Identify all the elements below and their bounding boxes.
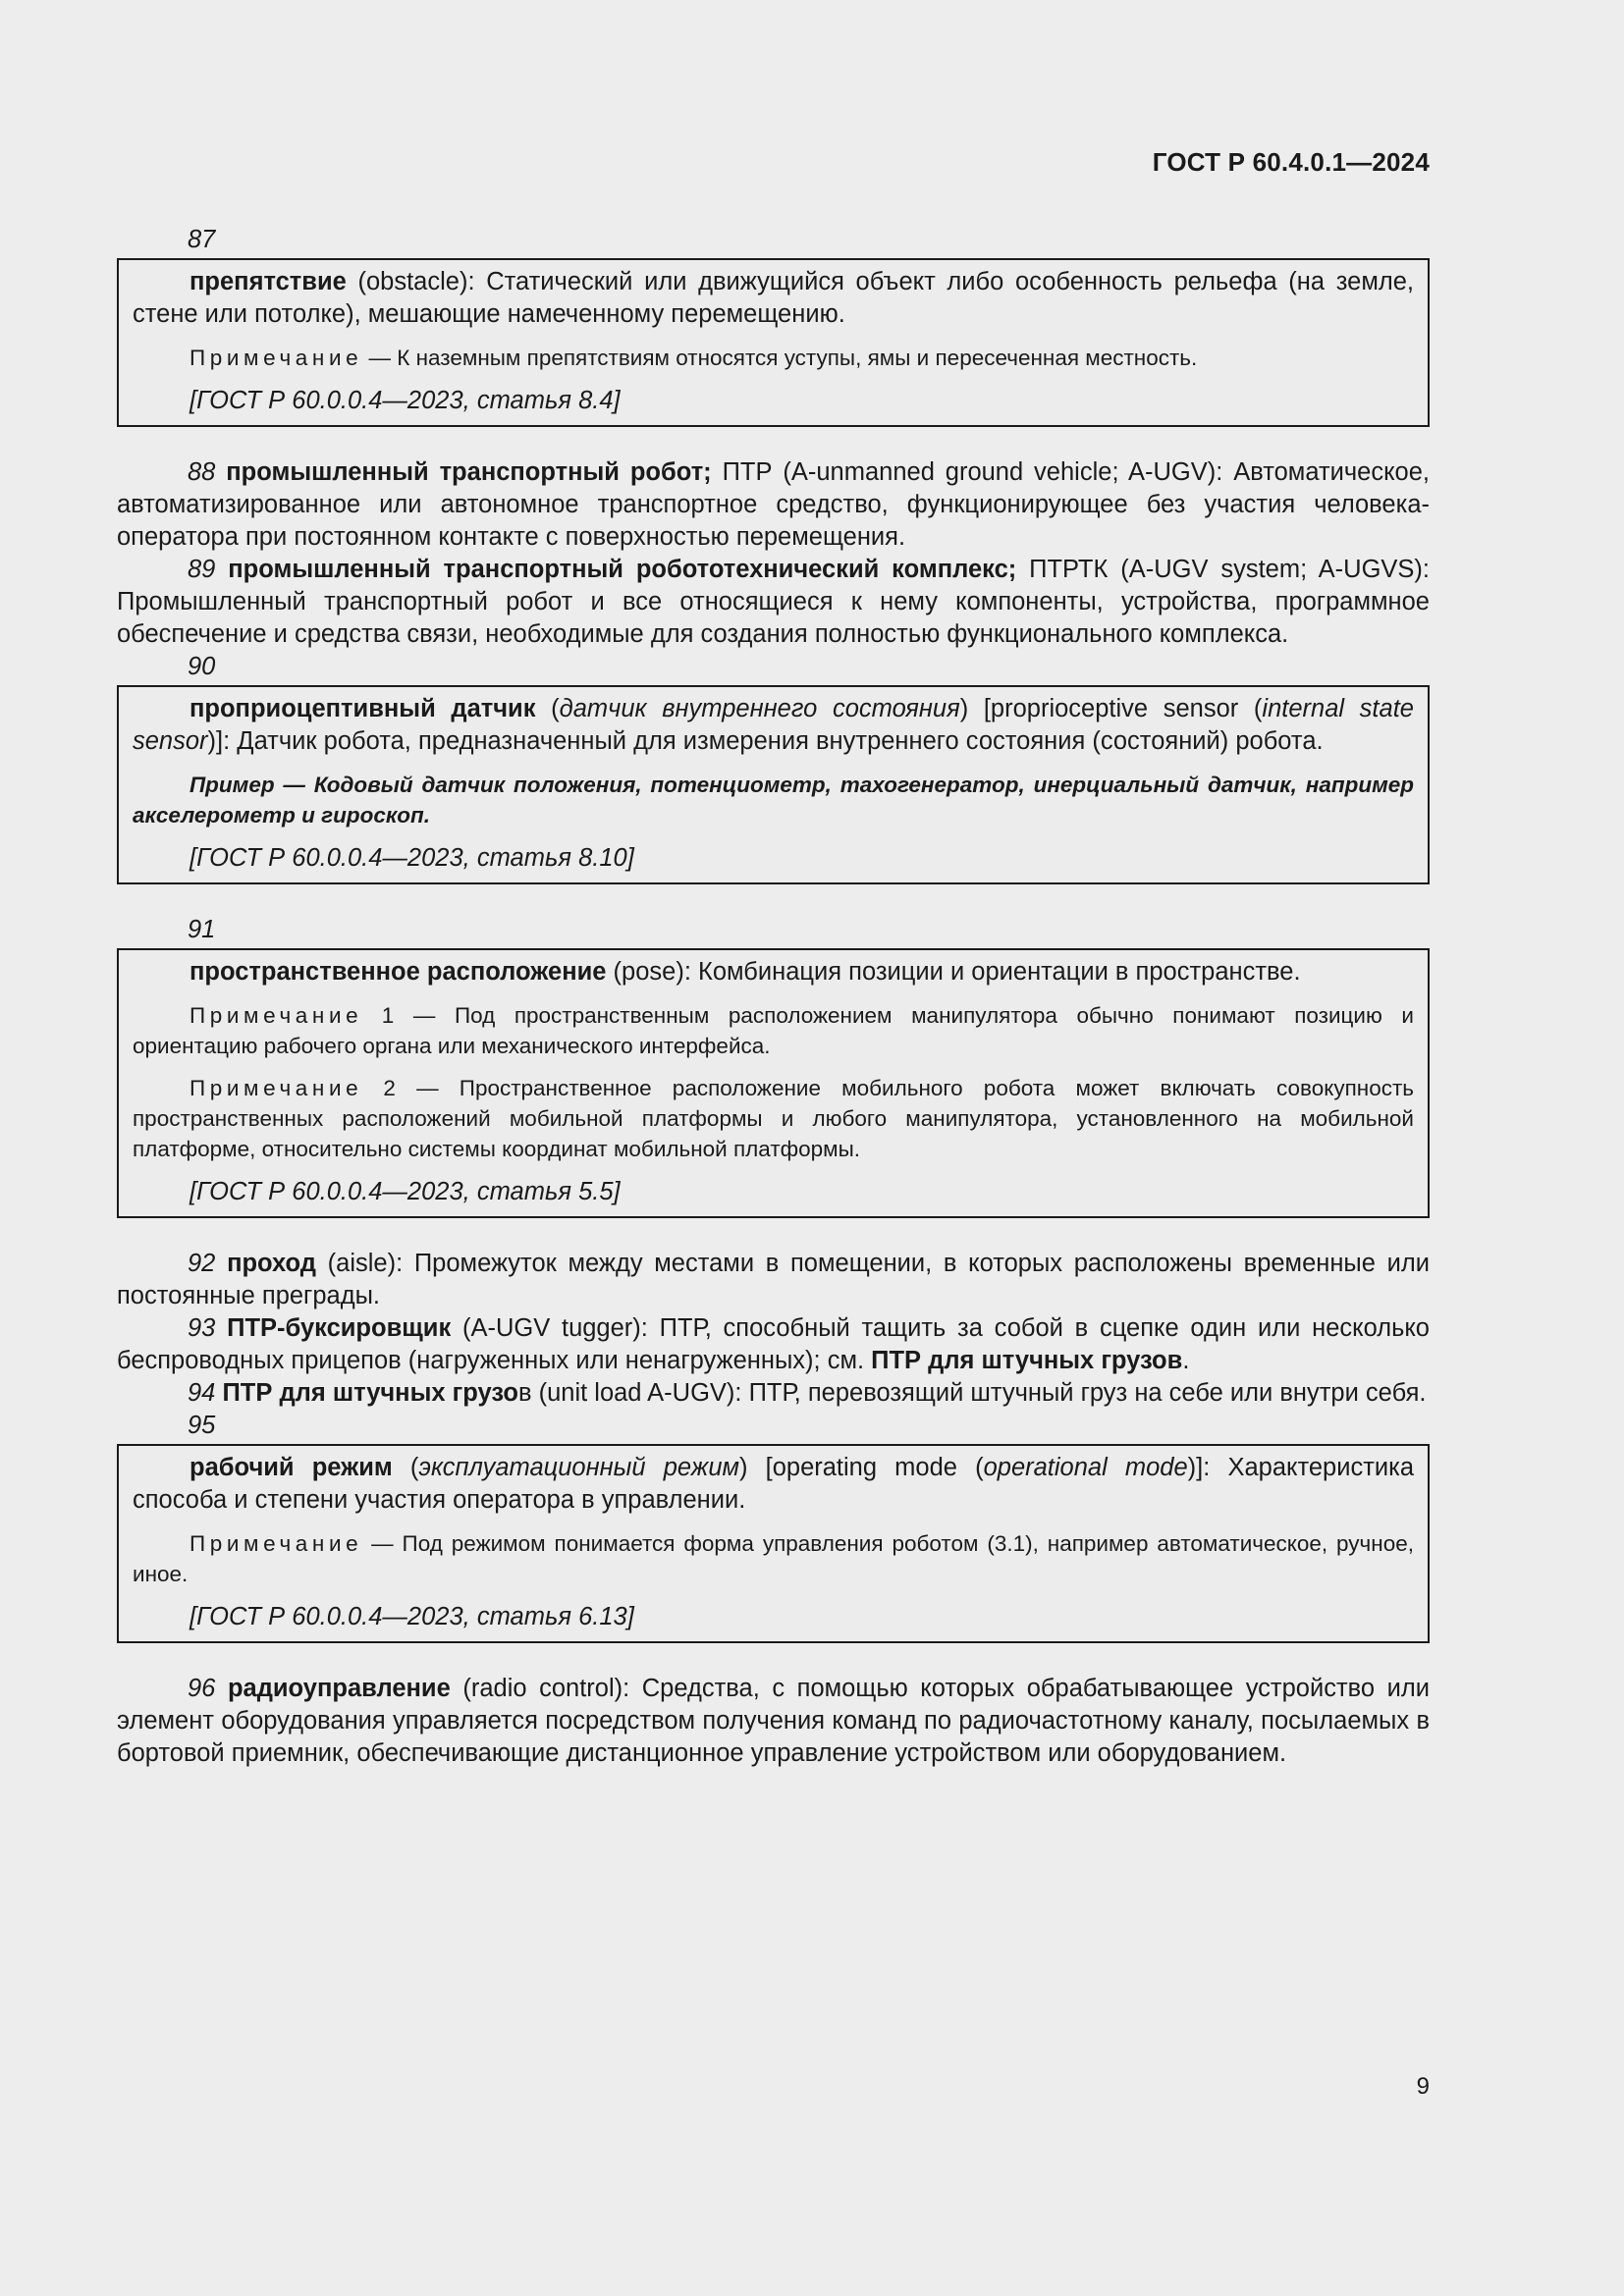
- term-box-87: [117, 258, 1430, 427]
- term-90: проприоцептивный датчик: [189, 695, 536, 722]
- term-box-95: [117, 1444, 1430, 1643]
- term-number-90: 90: [188, 653, 216, 680]
- term-note-87: Примечание — К наземным препятствиям относятся уступы, ямы и пересеченная местность.: [189, 346, 1198, 370]
- page-number: 9: [1416, 2073, 1430, 2100]
- term-number-95: 95: [188, 1412, 216, 1439]
- term-96: радиоуправление: [227, 1675, 451, 1702]
- term-reference-91: [ГОСТ Р 60.0.0.4—2023, статья 5.5]: [189, 1178, 621, 1205]
- term-definition-87: препятствие (obstacle): Статический или движущийся объект либо особенность рельефа (на земле, стене или потолке), мешающие намеченному перемещению.: [133, 268, 1414, 328]
- term-reference-95: [ГОСТ Р 60.0.0.4—2023, статья 6.13]: [189, 1603, 634, 1630]
- term-95: рабочий режим: [189, 1454, 393, 1481]
- term-89: промышленный транспортный робототехнический комплекс;: [228, 556, 1017, 583]
- term-reference-90: [ГОСТ Р 60.0.0.4—2023, статья 8.10]: [189, 844, 634, 872]
- term-number-91: 91: [188, 916, 216, 943]
- term-box-91: [117, 948, 1430, 1218]
- term-88: промышленный транспортный робот;: [226, 458, 712, 486]
- term-94: ПТР для штучных грузо: [222, 1379, 518, 1407]
- term-93: ПТР-буксировщик: [227, 1314, 452, 1342]
- term-note-95: Примечание — Под режимом понимается форма управления роботом (3.1), например автоматическое, ручное, иное.: [133, 1531, 1414, 1586]
- page-content: [117, 224, 1430, 1770]
- term-91: пространственное расположение: [189, 958, 607, 986]
- term-number-87: 87: [188, 226, 216, 253]
- cross-reference-93: ПТР для штучных грузов: [871, 1347, 1183, 1374]
- term-entry-96: 96 радиоуправление (radio control): Средства, с помощью которых обрабатывающее устройство или элемент оборудования управляется посредством получения команд по радиочастотному каналу, посылаемых в бортовой приемник, обеспечивающие дистанционное управление устройством или оборудованием.: [117, 1675, 1430, 1767]
- term-definition-90: проприоцептивный датчик (датчик внутреннего состояния) [proprioceptive sensor (internal state sensor)]: Датчик робота, предназначенный для измерения внутреннего состояния (состояний) робота.: [133, 695, 1414, 755]
- document-header: ГОСТ Р 60.4.0.1—2024: [1152, 147, 1430, 177]
- term-reference-87: [ГОСТ Р 60.0.0.4—2023, статья 8.4]: [189, 387, 621, 414]
- term-box-90: [117, 685, 1430, 884]
- term-entry-88: 88 промышленный транспортный робот; ПТР (A-unmanned ground vehicle; A-UGV): Автоматическое, автоматизированное или автономное транспортное средство, функционирующее без участия человека-оператора при постоянном контакте с поверхностью перемещения.: [117, 458, 1430, 551]
- term-definition-91: пространственное расположение (pose): Комбинация позиции и ориентации в пространстве.: [189, 958, 1301, 986]
- term-note-91-1: Примечание 1 — Под пространственным расположением манипулятора обычно понимают позицию и ориентацию рабочего органа или механического интерфейса.: [133, 1003, 1414, 1058]
- term-87: препятствие: [189, 268, 347, 295]
- term-entry-92: 92 проход (aisle): Промежуток между местами в помещении, в которых расположены временные или постоянные преграды.: [117, 1250, 1430, 1309]
- term-entry-94: 94 ПТР для штучных грузов (unit load A-UGV): ПТР, перевозящий штучный груз на себе или внутри себя.: [188, 1379, 1427, 1407]
- term-example-90: Пример — Кодовый датчик положения, потенциометр, тахогенератор, инерциальный датчик, например акселерометр и гироскоп.: [133, 773, 1414, 828]
- term-definition-95: рабочий режим (эксплуатационный режим) [operating mode (operational mode)]: Характеристика способа и степени участия оператора в управлении.: [133, 1454, 1415, 1514]
- term-note-91-2: Примечание 2 — Пространственное расположение мобильного робота может включать совокупность пространственных расположений мобильной платформы и любого манипулятора, установленного на мобильной платформе, относительно системы координат мобильной платформы.: [133, 1076, 1414, 1161]
- term-entry-93: 93 ПТР-буксировщик (A-UGV tugger): ПТР, способный тащить за собой в сцепке один или несколько беспроводных прицепов (нагруженных или ненагруженных); см. ПТР для штучных грузов.: [117, 1314, 1430, 1374]
- term-entry-89: 89 промышленный транспортный робототехнический комплекс; ПТРТК (A-UGV system; A-UGVS): Промышленный транспортный робот и все относящиеся к нему компоненты, устройства, программное обеспечение и средства связи, необходимые для создания полностью функционального комплекса.: [117, 556, 1430, 648]
- term-92: проход: [227, 1250, 316, 1277]
